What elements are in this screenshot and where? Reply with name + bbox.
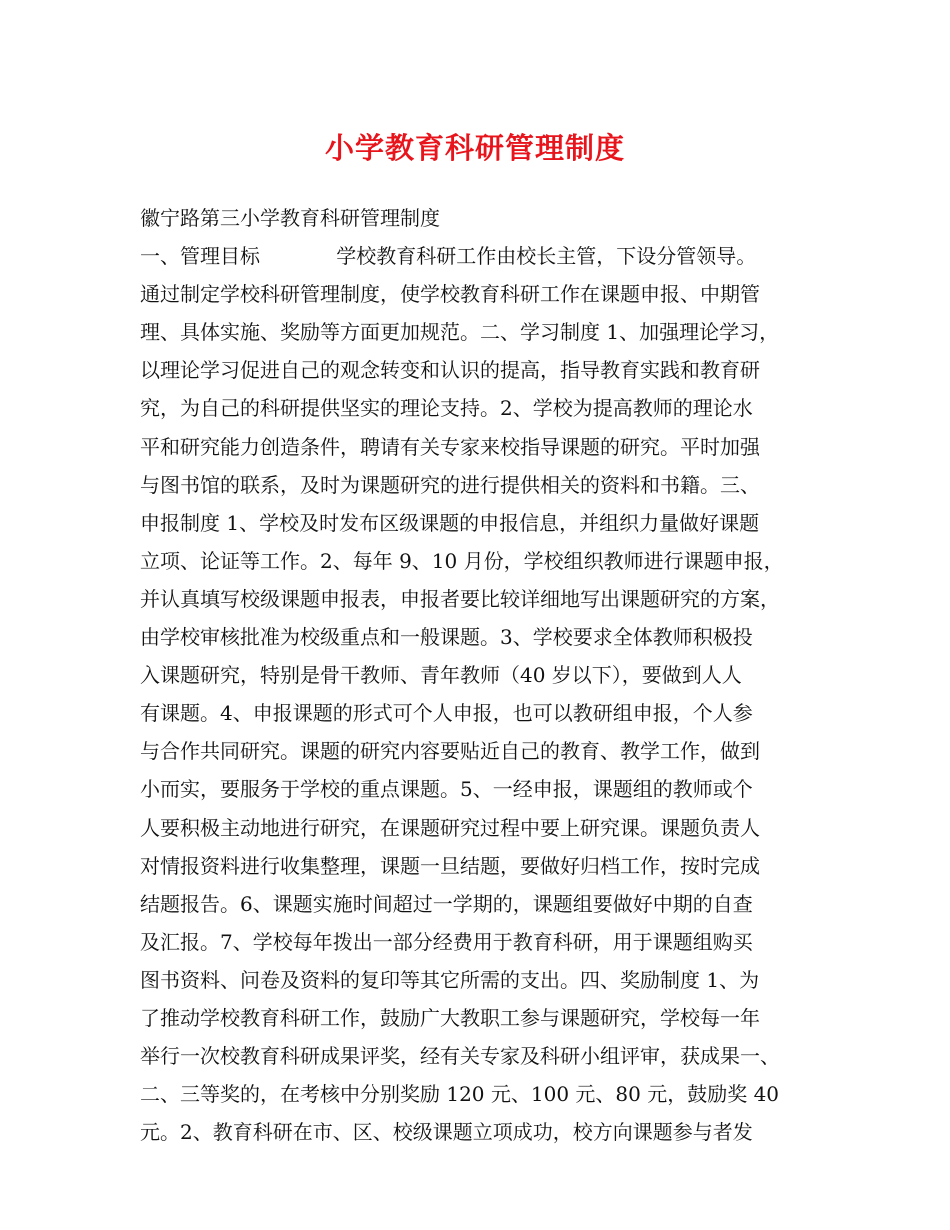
- text-line: 与图书馆的联系，及时为课题研究的进行提供相关的资料和书籍。三、: [140, 472, 760, 497]
- text-line: 图书资料、问卷及资料的复印等其它所需的支出。四、奖励制度 1、为: [140, 967, 760, 992]
- text-line: 并认真填写校级课题申报表，申报者要比较详细地写出课题研究的方案，: [140, 586, 780, 611]
- text-line: 究，为自己的科研提供坚实的理论支持。2、学校为提高教师的理论水: [140, 396, 753, 421]
- text-line: 及汇报。7、学校每年拨出一部分经费用于教育科研，用于课题组购买: [140, 929, 753, 954]
- text-line: 平和研究能力创造条件，聘请有关专家来校指导课题的研究。平时加强: [140, 434, 760, 459]
- text-line: 小而实，要服务于学校的重点课题。5、一经申报，课题组的教师或个: [140, 777, 753, 802]
- text-line: 元。2、教育科研在市、区、校级课题立项成功，校方向课题参与者发: [140, 1120, 753, 1145]
- text-line: 理、具体实施、奖励等方面更加规范。二、学习制度 1、加强理论学习，: [140, 320, 780, 345]
- document-body: [140, 199, 830, 1151]
- text-line: 有课题。4、申报课题的形式可个人申报，也可以教研组申报，个人参: [140, 701, 753, 726]
- text-line: 以理论学习促进自己的观念转变和认识的提高，指导教育实践和教育研: [140, 358, 760, 383]
- text-line: 举行一次校教育科研成果评奖，经有关专家及科研小组评审，获成果一、: [140, 1044, 780, 1069]
- text-line: 与合作共同研究。课题的研究内容要贴近自己的教育、教学工作，做到: [140, 739, 760, 764]
- text-line: 通过制定学校科研管理制度，使学校教育科研工作在课题申报、中期管: [140, 282, 760, 307]
- text-line: 人要积极主动地进行研究，在课题研究过程中要上研究课。课题负责人: [140, 815, 760, 840]
- text-line: 结题报告。6、课题实施时间超过一学期的，课题组要做好中期的自查: [140, 891, 753, 916]
- text-line: 申报制度 1、学校及时发布区级课题的申报信息，并组织力量做好课题: [140, 510, 760, 535]
- text-line: 二、三等奖的，在考核中分别奖励 120 元、100 元、80 元，鼓励奖 40: [140, 1082, 780, 1107]
- document-title: 小学教育科研管理制度: [324, 131, 625, 165]
- text-line: 立项、论证等工作。2、每年 9、10 月份，学校组织教师进行课题申报，: [140, 548, 784, 573]
- text-line: 由学校审核批准为校级重点和一般课题。3、学校要求全体教师积极投: [140, 625, 753, 650]
- text-line: 了推动学校教育科研工作，鼓励广大教职工参与课题研究，学校每一年: [140, 1005, 760, 1030]
- text-line: 徽宁路第三小学教育科研管理制度: [140, 206, 440, 230]
- text-line: 对情报资料进行收集整理，课题一旦结题，要做好归档工作，按时完成: [140, 853, 760, 878]
- text-line: 一、管理目标 学校教育科研工作由校长主管，下设分管领导。: [140, 244, 757, 269]
- text-line: 入课题研究，特别是骨干教师、青年教师（40 岁以下），要做到人人: [140, 663, 742, 688]
